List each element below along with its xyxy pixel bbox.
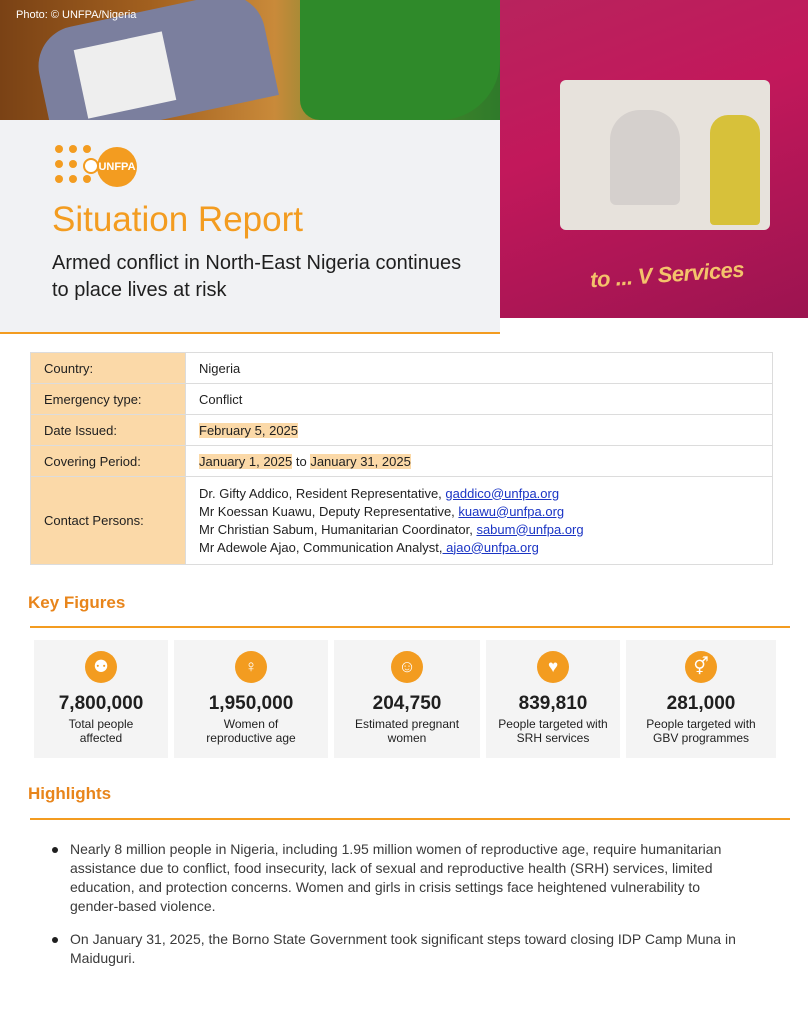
key-figure-caption: People targeted with SRH services — [498, 717, 608, 745]
table-row — [31, 446, 773, 477]
page-title: Situation Report — [52, 200, 303, 239]
contact-line — [199, 485, 759, 503]
table-row — [31, 415, 773, 446]
key-figure-value: 1,950,000 — [208, 693, 294, 714]
contact-email-link[interactable]: ajao@unfpa.org — [442, 539, 539, 555]
period-to: to — [295, 453, 307, 469]
covering-period-cell — [186, 446, 773, 477]
gender-symbol-icon: ⚥ — [685, 651, 717, 683]
key-figure-card — [174, 640, 328, 758]
key-figure-card — [34, 640, 168, 758]
contact-email-link[interactable]: sabum@unfpa.org — [476, 521, 584, 537]
highlights-heading: Highlights — [28, 784, 112, 803]
list-item — [52, 930, 742, 968]
key-figure-value: 839,810 — [518, 693, 588, 714]
photo-region — [300, 0, 500, 120]
emergency-type-value: Conflict — [186, 384, 773, 415]
bullet-icon — [52, 937, 58, 943]
date-issued-cell — [186, 415, 773, 446]
contact-line — [199, 521, 759, 539]
pregnant-woman-icon: ☺ — [391, 651, 423, 683]
date-issued-label: Date Issued: — [31, 415, 186, 446]
contact-name: Mr Koessan Kuawu, Deputy Representative, — [199, 503, 459, 519]
contact-email-link[interactable]: gaddico@unfpa.org — [445, 485, 560, 501]
table-row — [31, 477, 773, 565]
key-figure-value: 281,000 — [666, 693, 736, 714]
contact-line — [199, 503, 759, 521]
key-figure-card — [334, 640, 480, 758]
contact-persons-cell — [186, 477, 773, 565]
report-info-table — [30, 352, 773, 565]
country-value: Nigeria — [186, 353, 773, 384]
contact-line — [199, 539, 759, 557]
title-card — [0, 120, 500, 334]
table-row — [31, 384, 773, 415]
date-issued-value: February 5, 2025 — [199, 422, 299, 438]
contact-name: Mr Christian Sabum, Humanitarian Coordinator, — [199, 521, 477, 537]
women-icon: ♀ — [235, 651, 267, 683]
highlight-text: Nearly 8 million people in Nigeria, including 1.95 million women of reproductive age, require humanitarian assistance due to conflict, food insecurity, lack of sexual and reproductive health (SRH) services, limited education, and protection concerns. Women and girls in crisis settings face heightened vulnerability to gender-based violence. — [70, 841, 722, 914]
key-figures-heading: Key Figures — [28, 593, 126, 612]
section-divider — [30, 626, 790, 628]
country-label: Country: — [31, 353, 186, 384]
key-figure-value: 7,800,000 — [58, 693, 144, 714]
photo-credit: Photo: © UNFPA/Nigeria — [16, 9, 137, 21]
key-figure-card — [486, 640, 620, 758]
logo-text: UNFPA — [97, 147, 137, 187]
bullet-icon — [52, 847, 58, 853]
key-figure-value: 204,750 — [372, 693, 442, 714]
photo-region — [610, 110, 680, 205]
heart-plus-icon: ♥ — [537, 651, 569, 683]
key-figure-caption: Women of reproductive age — [206, 717, 296, 745]
period-end: January 31, 2025 — [310, 453, 411, 469]
photo-region — [710, 115, 760, 225]
contact-name: Mr Adewole Ajao, Communication Analyst, — [199, 539, 443, 555]
table-row — [31, 353, 773, 384]
key-figures — [34, 640, 776, 758]
list-item — [52, 840, 742, 916]
key-figure-caption: Total people affected — [68, 717, 134, 745]
key-figure-caption: Estimated pregnant women — [354, 717, 460, 745]
key-figure-caption: People targeted with GBV programmes — [646, 717, 756, 745]
section-divider — [30, 818, 790, 820]
people-group-icon: ⚉ — [85, 651, 117, 683]
unfpa-logo — [55, 145, 145, 183]
key-figure-card — [626, 640, 776, 758]
period-start: January 1, 2025 — [199, 453, 293, 469]
contact-name: Dr. Gifty Addico, Resident Representative, — [199, 485, 446, 501]
covering-period-label: Covering Period: — [31, 446, 186, 477]
emergency-type-label: Emergency type: — [31, 384, 186, 415]
page-subtitle: Armed conflict in North-East Nigeria continues to place lives at risk — [52, 252, 462, 301]
contact-email-link[interactable]: kuawu@unfpa.org — [458, 503, 565, 519]
contact-persons-label: Contact Persons: — [31, 477, 186, 565]
highlights-list — [52, 840, 742, 982]
highlight-text: On January 31, 2025, the Borno State Government took significant steps toward closing IDP Camp Muna in Maiduguri. — [70, 931, 736, 966]
photo-banner-text: to ... V Services — [589, 256, 745, 293]
